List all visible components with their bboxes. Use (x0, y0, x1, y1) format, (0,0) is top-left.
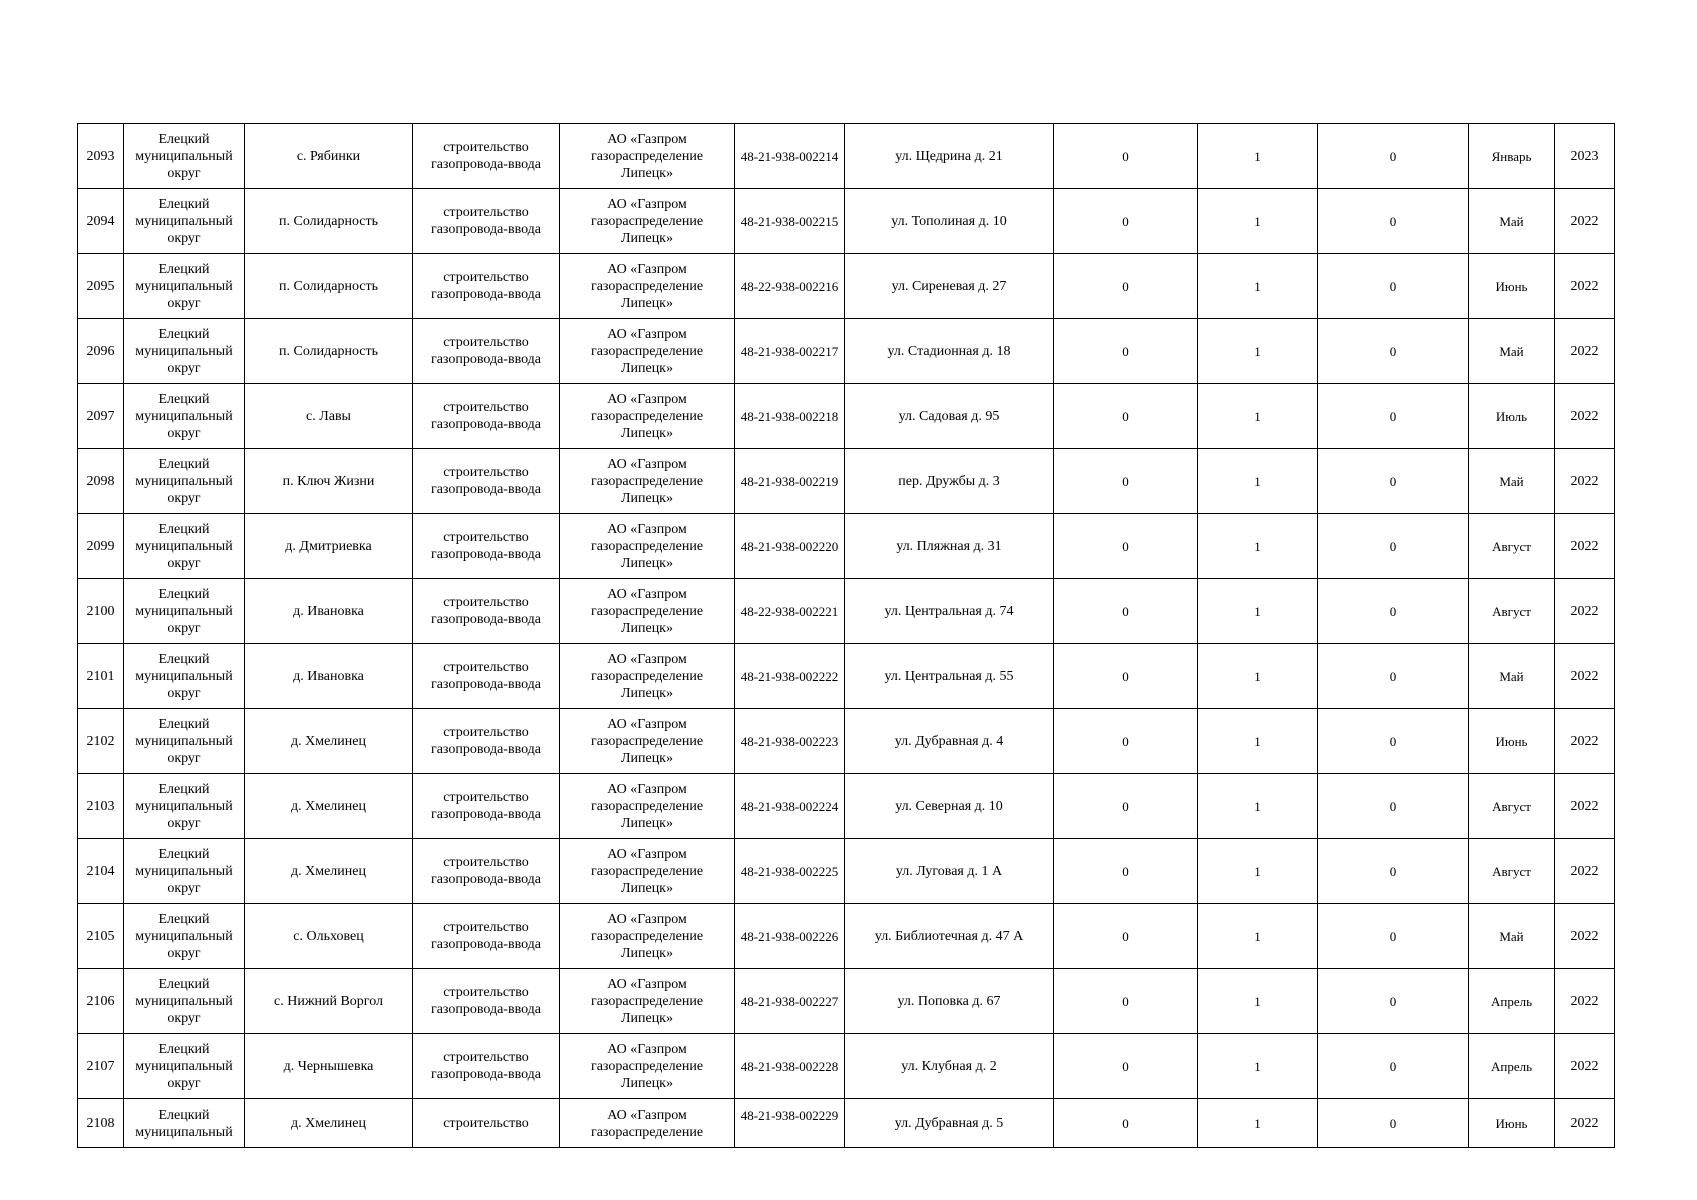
settlement-cell: д. Дмитриевка (245, 514, 413, 579)
work-type-cell: строительство газопровода-ввода (413, 124, 560, 189)
work-type-cell: строительство газопровода-ввода (413, 254, 560, 319)
month-cell: Август (1469, 839, 1555, 904)
row-number-cell: 2099 (78, 514, 124, 579)
month-cell: Апрель (1469, 1034, 1555, 1099)
value-2-cell: 1 (1198, 384, 1318, 449)
value-2-cell: 1 (1198, 839, 1318, 904)
district-cell: Елецкий муниципальный (124, 1099, 245, 1148)
table-row (78, 449, 1615, 514)
value-3-cell: 0 (1318, 319, 1469, 384)
table-row (78, 904, 1615, 969)
table-row (78, 124, 1615, 189)
year-cell: 2022 (1555, 904, 1615, 969)
year-cell: 2022 (1555, 449, 1615, 514)
month-cell: Август (1469, 579, 1555, 644)
value-2-cell: 1 (1198, 189, 1318, 254)
object-code-cell: 48-21-938-002219 (735, 449, 845, 514)
table-row (78, 514, 1615, 579)
table-row (78, 644, 1615, 709)
value-1-cell: 0 (1054, 904, 1198, 969)
settlement-cell: д. Чернышевка (245, 1034, 413, 1099)
data-table (77, 123, 1615, 1148)
year-cell: 2022 (1555, 1099, 1615, 1148)
district-cell: Елецкий муниципальный округ (124, 644, 245, 709)
year-cell: 2022 (1555, 709, 1615, 774)
work-type-cell: строительство газопровода-ввода (413, 319, 560, 384)
address-cell: ул. Дубравная д. 4 (845, 709, 1054, 774)
settlement-cell: д. Ивановка (245, 579, 413, 644)
value-1-cell: 0 (1054, 774, 1198, 839)
address-cell: ул. Клубная д. 2 (845, 1034, 1054, 1099)
value-2-cell: 1 (1198, 254, 1318, 319)
district-cell: Елецкий муниципальный округ (124, 774, 245, 839)
row-number-cell: 2096 (78, 319, 124, 384)
address-cell: ул. Пляжная д. 31 (845, 514, 1054, 579)
value-1-cell: 0 (1054, 124, 1198, 189)
organization-cell: АО «Газпром газораспределение Липецк» (560, 579, 735, 644)
value-1-cell: 0 (1054, 1099, 1198, 1148)
organization-cell: АО «Газпром газораспределение (560, 1099, 735, 1148)
organization-cell: АО «Газпром газораспределение Липецк» (560, 189, 735, 254)
work-type-cell: строительство газопровода-ввода (413, 189, 560, 254)
value-3-cell: 0 (1318, 579, 1469, 644)
year-cell: 2022 (1555, 514, 1615, 579)
row-number-cell: 2095 (78, 254, 124, 319)
value-1-cell: 0 (1054, 579, 1198, 644)
year-cell: 2023 (1555, 124, 1615, 189)
year-cell: 2022 (1555, 189, 1615, 254)
object-code-cell: 48-21-938-002223 (735, 709, 845, 774)
settlement-cell: с. Нижний Воргол (245, 969, 413, 1034)
object-code-cell: 48-21-938-002229 (735, 1099, 845, 1148)
row-number-cell: 2100 (78, 579, 124, 644)
settlement-cell: с. Ольховец (245, 904, 413, 969)
year-cell: 2022 (1555, 384, 1615, 449)
organization-cell: АО «Газпром газораспределение Липецк» (560, 319, 735, 384)
month-cell: Май (1469, 189, 1555, 254)
district-cell: Елецкий муниципальный округ (124, 839, 245, 904)
object-code-cell: 48-21-938-002227 (735, 969, 845, 1034)
year-cell: 2022 (1555, 1034, 1615, 1099)
value-2-cell: 1 (1198, 644, 1318, 709)
settlement-cell: п. Солидарность (245, 319, 413, 384)
value-3-cell: 0 (1318, 774, 1469, 839)
year-cell: 2022 (1555, 969, 1615, 1034)
value-3-cell: 0 (1318, 1034, 1469, 1099)
district-cell: Елецкий муниципальный округ (124, 319, 245, 384)
work-type-cell: строительство газопровода-ввода (413, 514, 560, 579)
organization-cell: АО «Газпром газораспределение Липецк» (560, 774, 735, 839)
district-cell: Елецкий муниципальный округ (124, 904, 245, 969)
table-row (78, 319, 1615, 384)
row-number-cell: 2098 (78, 449, 124, 514)
district-cell: Елецкий муниципальный округ (124, 709, 245, 774)
value-2-cell: 1 (1198, 449, 1318, 514)
organization-cell: АО «Газпром газораспределение Липецк» (560, 254, 735, 319)
object-code-cell: 48-21-938-002214 (735, 124, 845, 189)
organization-cell: АО «Газпром газораспределение Липецк» (560, 124, 735, 189)
month-cell: Май (1469, 319, 1555, 384)
organization-cell: АО «Газпром газораспределение Липецк» (560, 839, 735, 904)
month-cell: Январь (1469, 124, 1555, 189)
row-number-cell: 2103 (78, 774, 124, 839)
table-row (78, 254, 1615, 319)
object-code-cell: 48-21-938-002217 (735, 319, 845, 384)
value-1-cell: 0 (1054, 969, 1198, 1034)
address-cell: ул. Садовая д. 95 (845, 384, 1054, 449)
object-code-cell: 48-21-938-002224 (735, 774, 845, 839)
organization-cell: АО «Газпром газораспределение Липецк» (560, 1034, 735, 1099)
district-cell: Елецкий муниципальный округ (124, 514, 245, 579)
settlement-cell: д. Хмелинец (245, 1099, 413, 1148)
value-3-cell: 0 (1318, 514, 1469, 579)
value-1-cell: 0 (1054, 254, 1198, 319)
organization-cell: АО «Газпром газораспределение Липецк» (560, 904, 735, 969)
month-cell: Август (1469, 514, 1555, 579)
value-1-cell: 0 (1054, 384, 1198, 449)
month-cell: Июль (1469, 384, 1555, 449)
object-code-cell: 48-21-938-002220 (735, 514, 845, 579)
row-number-cell: 2094 (78, 189, 124, 254)
value-3-cell: 0 (1318, 969, 1469, 1034)
table-row (78, 384, 1615, 449)
work-type-cell: строительство газопровода-ввода (413, 1034, 560, 1099)
work-type-cell: строительство газопровода-ввода (413, 904, 560, 969)
address-cell: ул. Тополиная д. 10 (845, 189, 1054, 254)
work-type-cell: строительство газопровода-ввода (413, 774, 560, 839)
address-cell: ул. Дубравная д. 5 (845, 1099, 1054, 1148)
value-1-cell: 0 (1054, 1034, 1198, 1099)
address-cell: ул. Центральная д. 55 (845, 644, 1054, 709)
object-code-cell: 48-22-938-002221 (735, 579, 845, 644)
settlement-cell: п. Солидарность (245, 254, 413, 319)
object-code-cell: 48-22-938-002216 (735, 254, 845, 319)
district-cell: Елецкий муниципальный округ (124, 124, 245, 189)
address-cell: ул. Стадионная д. 18 (845, 319, 1054, 384)
table-row (78, 1034, 1615, 1099)
value-1-cell: 0 (1054, 319, 1198, 384)
year-cell: 2022 (1555, 839, 1615, 904)
value-3-cell: 0 (1318, 904, 1469, 969)
settlement-cell: п. Солидарность (245, 189, 413, 254)
value-2-cell: 1 (1198, 579, 1318, 644)
settlement-cell: п. Ключ Жизни (245, 449, 413, 514)
table-row (78, 189, 1615, 254)
value-1-cell: 0 (1054, 189, 1198, 254)
value-2-cell: 1 (1198, 319, 1318, 384)
settlement-cell: с. Лавы (245, 384, 413, 449)
row-number-cell: 2101 (78, 644, 124, 709)
organization-cell: АО «Газпром газораспределение Липецк» (560, 514, 735, 579)
work-type-cell: строительство (413, 1099, 560, 1148)
value-2-cell: 1 (1198, 1099, 1318, 1148)
month-cell: Май (1469, 449, 1555, 514)
value-2-cell: 1 (1198, 709, 1318, 774)
value-2-cell: 1 (1198, 1034, 1318, 1099)
value-2-cell: 1 (1198, 774, 1318, 839)
row-number-cell: 2108 (78, 1099, 124, 1148)
row-number-cell: 2093 (78, 124, 124, 189)
object-code-cell: 48-21-938-002218 (735, 384, 845, 449)
value-1-cell: 0 (1054, 709, 1198, 774)
value-1-cell: 0 (1054, 839, 1198, 904)
value-1-cell: 0 (1054, 514, 1198, 579)
month-cell: Июнь (1469, 1099, 1555, 1148)
row-number-cell: 2104 (78, 839, 124, 904)
work-type-cell: строительство газопровода-ввода (413, 709, 560, 774)
district-cell: Елецкий муниципальный округ (124, 189, 245, 254)
month-cell: Апрель (1469, 969, 1555, 1034)
value-2-cell: 1 (1198, 514, 1318, 579)
value-2-cell: 1 (1198, 124, 1318, 189)
address-cell: ул. Библиотечная д. 47 А (845, 904, 1054, 969)
organization-cell: АО «Газпром газораспределение Липецк» (560, 449, 735, 514)
organization-cell: АО «Газпром газораспределение Липецк» (560, 709, 735, 774)
value-3-cell: 0 (1318, 189, 1469, 254)
month-cell: Июнь (1469, 709, 1555, 774)
value-3-cell: 0 (1318, 124, 1469, 189)
value-3-cell: 0 (1318, 709, 1469, 774)
month-cell: Август (1469, 774, 1555, 839)
table-row (78, 709, 1615, 774)
work-type-cell: строительство газопровода-ввода (413, 579, 560, 644)
object-code-cell: 48-21-938-002215 (735, 189, 845, 254)
district-cell: Елецкий муниципальный округ (124, 254, 245, 319)
settlement-cell: д. Ивановка (245, 644, 413, 709)
settlement-cell: д. Хмелинец (245, 774, 413, 839)
work-type-cell: строительство газопровода-ввода (413, 449, 560, 514)
work-type-cell: строительство газопровода-ввода (413, 839, 560, 904)
table-row (78, 969, 1615, 1034)
month-cell: Май (1469, 904, 1555, 969)
value-1-cell: 0 (1054, 644, 1198, 709)
value-3-cell: 0 (1318, 384, 1469, 449)
value-3-cell: 0 (1318, 449, 1469, 514)
district-cell: Елецкий муниципальный округ (124, 449, 245, 514)
value-3-cell: 0 (1318, 839, 1469, 904)
row-number-cell: 2097 (78, 384, 124, 449)
district-cell: Елецкий муниципальный округ (124, 384, 245, 449)
year-cell: 2022 (1555, 319, 1615, 384)
address-cell: ул. Сиреневая д. 27 (845, 254, 1054, 319)
row-number-cell: 2102 (78, 709, 124, 774)
value-3-cell: 0 (1318, 644, 1469, 709)
object-code-cell: 48-21-938-002222 (735, 644, 845, 709)
address-cell: ул. Щедрина д. 21 (845, 124, 1054, 189)
organization-cell: АО «Газпром газораспределение Липецк» (560, 969, 735, 1034)
district-cell: Елецкий муниципальный округ (124, 969, 245, 1034)
month-cell: Май (1469, 644, 1555, 709)
address-cell: ул. Центральная д. 74 (845, 579, 1054, 644)
table-row (78, 774, 1615, 839)
object-code-cell: 48-21-938-002226 (735, 904, 845, 969)
value-3-cell: 0 (1318, 1099, 1469, 1148)
settlement-cell: д. Хмелинец (245, 839, 413, 904)
district-cell: Елецкий муниципальный округ (124, 579, 245, 644)
year-cell: 2022 (1555, 774, 1615, 839)
object-code-cell: 48-21-938-002225 (735, 839, 845, 904)
work-type-cell: строительство газопровода-ввода (413, 644, 560, 709)
organization-cell: АО «Газпром газораспределение Липецк» (560, 644, 735, 709)
object-code-cell: 48-21-938-002228 (735, 1034, 845, 1099)
year-cell: 2022 (1555, 254, 1615, 319)
address-cell: ул. Поповка д. 67 (845, 969, 1054, 1034)
value-2-cell: 1 (1198, 969, 1318, 1034)
settlement-cell: с. Рябинки (245, 124, 413, 189)
value-2-cell: 1 (1198, 904, 1318, 969)
address-cell: ул. Северная д. 10 (845, 774, 1054, 839)
table-row (78, 1099, 1615, 1148)
row-number-cell: 2107 (78, 1034, 124, 1099)
work-type-cell: строительство газопровода-ввода (413, 969, 560, 1034)
year-cell: 2022 (1555, 579, 1615, 644)
address-cell: пер. Дружбы д. 3 (845, 449, 1054, 514)
district-cell: Елецкий муниципальный округ (124, 1034, 245, 1099)
table-body (78, 124, 1615, 1148)
row-number-cell: 2105 (78, 904, 124, 969)
address-cell: ул. Луговая д. 1 А (845, 839, 1054, 904)
value-3-cell: 0 (1318, 254, 1469, 319)
table-row (78, 579, 1615, 644)
value-1-cell: 0 (1054, 449, 1198, 514)
settlement-cell: д. Хмелинец (245, 709, 413, 774)
row-number-cell: 2106 (78, 969, 124, 1034)
work-type-cell: строительство газопровода-ввода (413, 384, 560, 449)
table-row (78, 839, 1615, 904)
organization-cell: АО «Газпром газораспределение Липецк» (560, 384, 735, 449)
month-cell: Июнь (1469, 254, 1555, 319)
year-cell: 2022 (1555, 644, 1615, 709)
